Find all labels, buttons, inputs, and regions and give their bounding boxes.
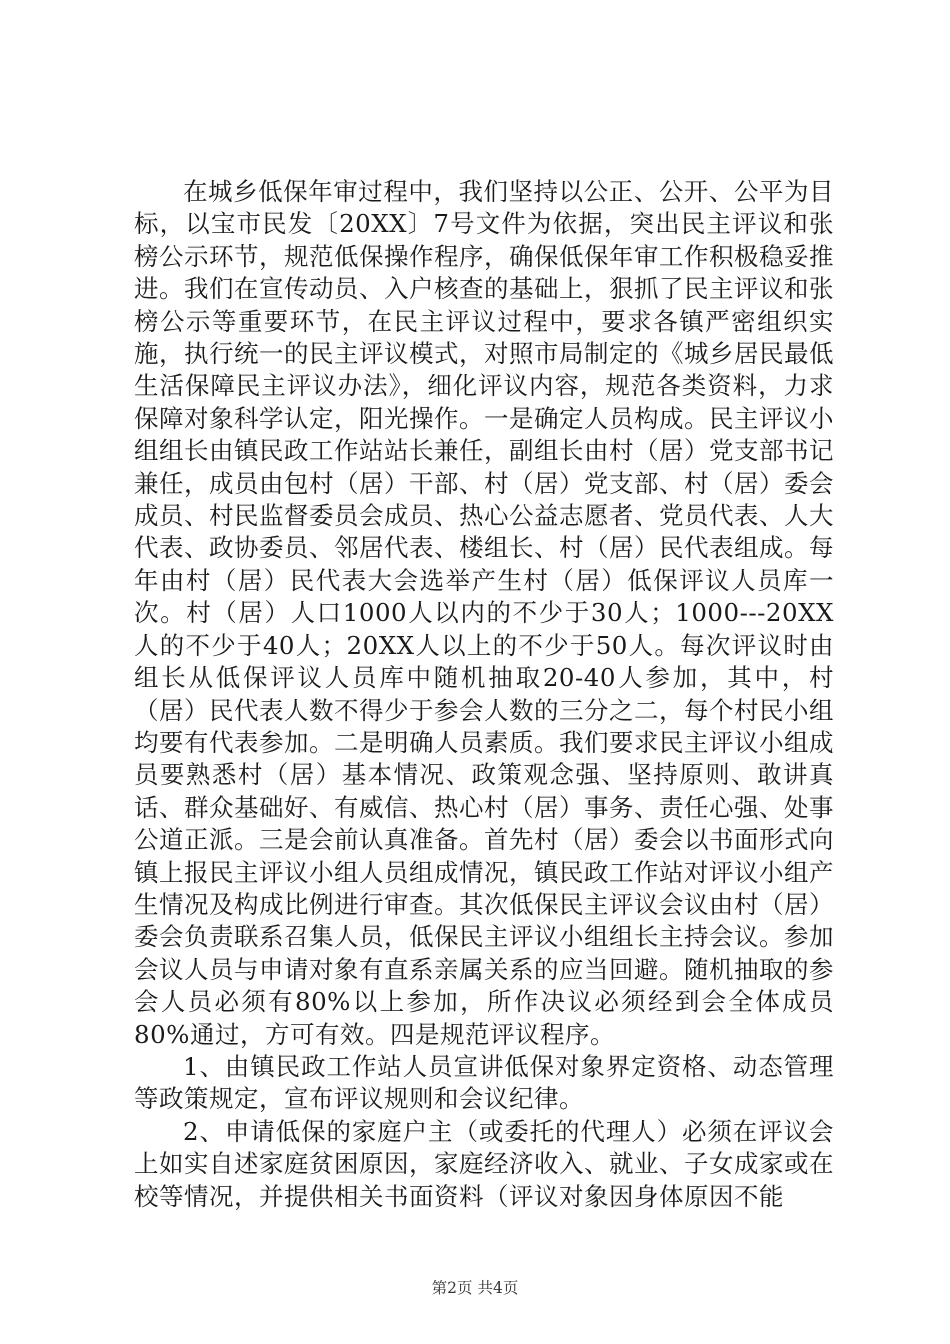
page-number-footer: 第2页 共4页 bbox=[431, 1279, 519, 1297]
paragraph-evaluation-process: 在城乡低保年审过程中，我们坚持以公正、公开、公平为目标，以宝市民发〔20XX〕7号文件为依据，突出民主评议和张榜公示环节，规范低保操作程序，确保低保年审工作积极稳妥推进。我们在宣传动员、入户核查的基础上，狠抓了民主评议和张榜公示等重要环节，在民主评议过程中，要求各镇严密组织实施，执行统一的民主评议模式，对照市局制定的《城乡居民最低生活保障民主评议办法》，细化评议内容，规范各类资料，力求保障对象科学认定，阳光操作。一是确定人员构成。民主评议小组组长由镇民政工作站站长兼任，副组长由村（居）党支部书记兼任，成员由包村（居）干部、村（居）党支部、村（居）委会成员、村民监督委员会成员、热心公益志愿者、党员代表、人大代表、政协委员、邻居代表、楼组长、村（居）民代表组成。每年由村（居）民代表大会选举产生村（居）低保评议人员库一次。村（居）人口1000人以内的不少于30人；1000---20XX人的不少于40人；20XX人以上的不少于50人。每次评议时由组长从低保评议人员库中随机抽取20-40人参加，其中，村（居）民代表人数不得少于参会人数的三分之二，每个村民小组均要有代表参加。二是明确人员素质。我们要求民主评议小组成员要熟悉村（居）基本情况、政策观念强、坚持原则、敢讲真话、群众基础好、有威信、热心村（居）事务、责任心强、处事公道正派。三是会前认真准备。首先村（居）委会以书面形式向镇上报民主评议小组人员组成情况，镇民政工作站对评议小组产生情况及构成比例进行审查。其次低保民主评议会议由村（居）委会负责联系召集人员，低保民主评议小组组长主持会议。参加会议人员与申请对象有直系亲属关系的应当回避。随机抽取的参会人员必须有80%以上参加，所作决议必须经到会全体成员80%通过，方可有效。四是规范评议程序。 bbox=[134, 177, 834, 1049]
paragraph-step-1: 1、由镇民政工作站人员宣讲低保对象界定资格、动态管理等政策规定，宣布评议规则和会议纪律。 bbox=[134, 1051, 834, 1114]
document-body bbox=[134, 176, 834, 1213]
paragraph-step-2: 2、申请低保的家庭户主（或委托的代理人）必须在评议会上如实自述家庭贫困原因，家庭经济收入、就业、子女成家或在校等情况，并提供相关书面资料（评议对象因身体原因不能 bbox=[134, 1116, 834, 1211]
